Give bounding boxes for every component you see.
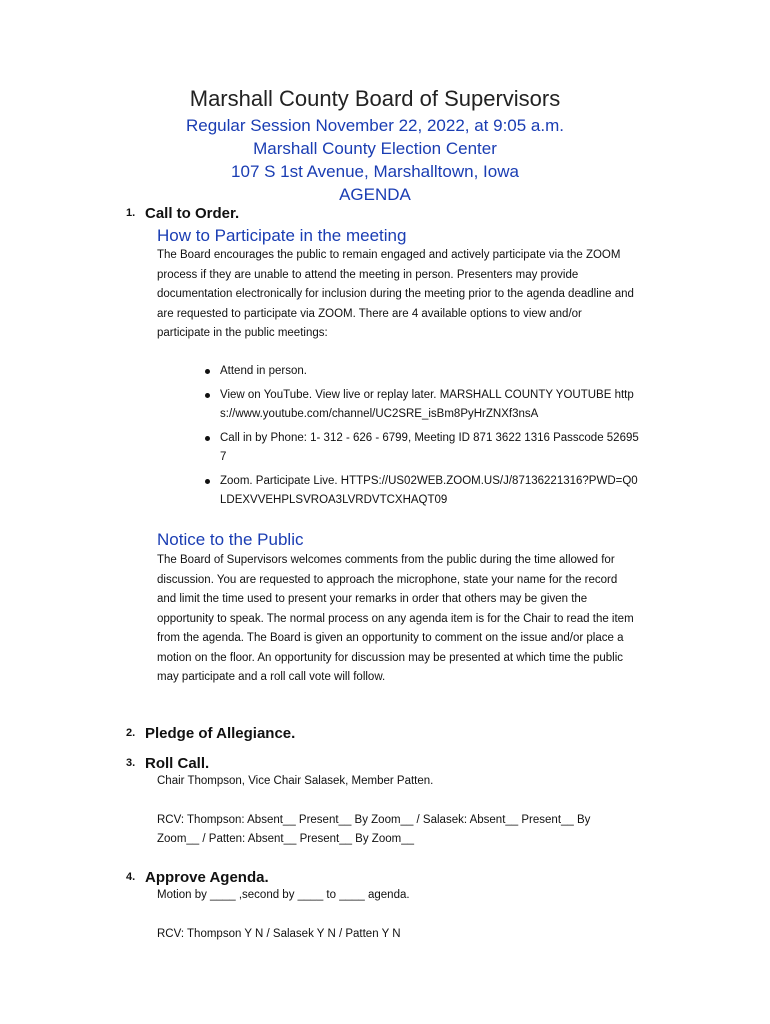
list-item: Call in by Phone: 1- 312 - 626 - 6799, Meeting ID 871 3622 1316 Passcode 526957 — [203, 429, 643, 467]
approve-agenda-vote: RCV: Thompson Y N / Salasek Y N / Patten Y N — [157, 928, 401, 940]
item-number: 1. — [126, 207, 136, 219]
participation-options-list — [203, 362, 643, 515]
list-item: Zoom. Participate Live. HTTPS://US02WEB.ZOOM.US/J/87136221316?PWD=Q0LDEXVVEHPLSVROA3LVRDVTCXHAQT09 — [203, 472, 643, 510]
agenda-item-approve-agenda — [126, 869, 269, 886]
agenda-label: AGENDA — [339, 185, 411, 204]
roll-call-vote-line-2: Zoom__ / Patten: Absent__ Present__ By Zoom__ — [157, 833, 414, 845]
item-number: 4. — [126, 871, 136, 883]
roll-call-members: Chair Thompson, Vice Chair Salasek, Member Patten. — [157, 775, 434, 787]
participate-body: The Board encourages the public to remain engaged and actively participate via the ZOOM process if they are unable to attend the meeting in person. Presenters may provide documentation electronically for inclusion during the meeting prior to the agenda deadline and are requested to participate via ZOOM. There are 4 available options to view and/or participate in the public meetings: — [157, 249, 634, 339]
list-item: View on YouTube. View live or replay later. MARSHALL COUNTY YOUTUBE https://www.youtube.com/channel/UC2SRE_isBm8PyHrZNXf3nsA — [203, 386, 643, 424]
item-title: Approve Agenda. — [145, 869, 269, 886]
agenda-item-roll-call — [126, 755, 209, 772]
item-title: Call to Order. — [145, 205, 240, 222]
participate-heading: How to Participate in the meeting — [157, 226, 407, 245]
approve-agenda-motion: Motion by ____ ,second by ____ to ____ agenda. — [157, 889, 410, 901]
location-line: Marshall County Election Center — [253, 139, 497, 158]
agenda-item-pledge — [126, 725, 295, 742]
item-number: 3. — [126, 757, 136, 769]
item-title: Roll Call. — [145, 755, 210, 772]
session-line: Regular Session November 22, 2022, at 9:05 a.m. — [186, 116, 564, 135]
agenda-item-call-to-order — [126, 205, 239, 222]
item-number: 2. — [126, 727, 136, 739]
item-title: Pledge of Allegiance. — [145, 725, 296, 742]
address-line: 107 S 1st Avenue, Marshalltown, Iowa — [231, 162, 519, 181]
roll-call-vote-line-1: RCV: Thompson: Absent__ Present__ By Zoom__ / Salasek: Absent__ Present__ By — [157, 814, 591, 826]
notice-body: The Board of Supervisors welcomes comments from the public during the time allowed for discussion. You are requested to approach the microphone, state your name for the record and limit the time used to present your remarks in order that others may be given the opportunity to speak. The normal process on any agenda item is for the Chair to read the item from the agenda. The Board is given an opportunity to comment on the issue and/or place a motion on the floor. An opportunity for discussion may be presented at which time the public may participate and a roll call vote will follow. — [157, 554, 634, 683]
notice-heading: Notice to the Public — [157, 530, 304, 549]
page-title: Marshall County Board of Supervisors — [189, 86, 561, 111]
list-item: Attend in person. — [203, 362, 643, 381]
